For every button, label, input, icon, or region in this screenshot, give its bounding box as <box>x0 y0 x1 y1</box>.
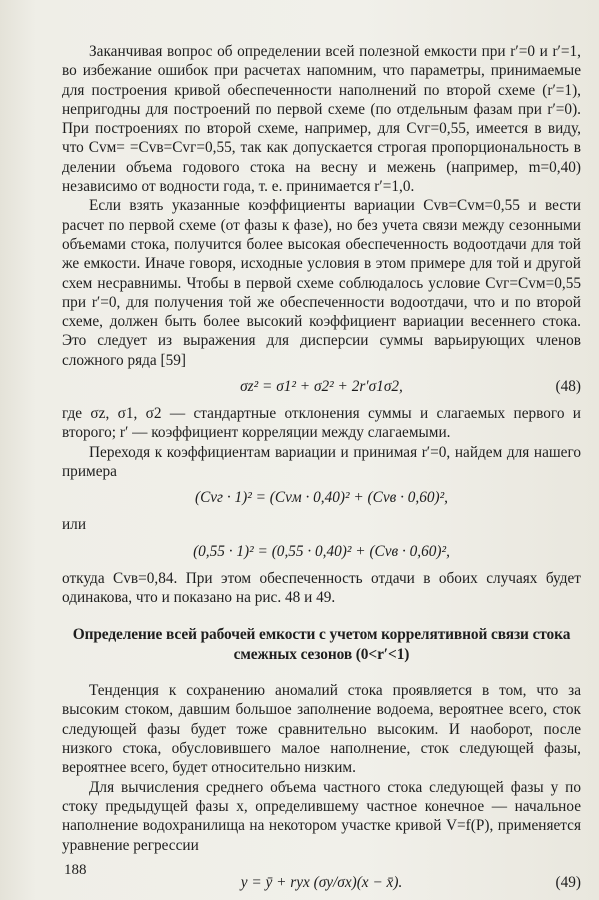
paragraph-2: Если взять указанные коэффициенты вариации Cvв=Cvм=0,55 и вести расчет по первой схеме (от фазы к фазе), но без учета связи между сезонными объемами стока, получится более высокая обеспеченность водоотдачи для той же емкости. Иначе говоря, исходные условия в этом примере для той и другой схем несравнимы. Чтобы в первой схеме соблюдалось условие Cvг=Cvм=0,55 при r′=0, для получения той же обеспеченности водоотдачи, что и по второй схеме, должен быть более высокий коэффициент вариации весеннего стока. Это следует из выражения для дисперсии суммы варьирующих членов сложного ряда [59] <box>62 197 581 369</box>
section-heading: Определение всей рабочей емкости с учетом коррелятивной связи стока смежных сезонов (0<r′<1) <box>72 626 571 664</box>
equation-b-formula: (0,55 · 1)² = (0,55 · 0,40)² + (Cvв · 0,60)², <box>193 542 450 560</box>
text-column <box>62 42 581 900</box>
paragraph-4: Переходя к коэффициентам вариации и принимая r′=0, найдем для нашего примера <box>62 443 581 480</box>
equation-b <box>62 538 581 566</box>
equation-49-formula: y = ȳ + ryx (σy/σx)(x − x̄). <box>240 873 403 891</box>
paragraph-5: откуда Cvв=0,84. При этом обеспеченность отдачи в обоих случаях будет одинакова, что и показано на рис. 48 и 49. <box>62 569 581 606</box>
paragraph-1: Заканчивая вопрос об определении всей полезной емкости при r′=0 и r′=1, во избежание ошибок при расчетах напомним, что параметры, принимаемые для построения кривой обеспеченности наполнений по второй схеме (r′=1), непригодны для построений по первой схеме (по отдельным фазам при r′=0). При построениях по второй схеме, например, для Cvг=0,55, имеется в виду, что Cvм= =Cvв=Cvг=0,55, так как допускается строгая пропорциональность в делении объема годового стока на весну и межень (например, m=0,40) независимо от водности года, т. е. принимается r′=1,0. <box>62 43 581 196</box>
equation-48-number: (48) <box>555 378 581 396</box>
equation-49 <box>62 869 581 897</box>
or-word: или <box>62 516 87 534</box>
equation-a-formula: (Cvг · 1)² = (Cvм · 0,40)² + (Cvв · 0,60)², <box>194 489 449 507</box>
paragraph-6: Тенденция к сохранению аномалий стока проявляется в том, что за высоким стоком, давшим большое заполнение водоема, вероятнее всего, сток следующей фазы будет тоже сравнительно высоким. И наоборот, после низкого стока, обусловившего малое наполнение, сток следующей фазы, вероятнее всего, будет относительно низким. <box>62 682 581 777</box>
paragraph-7: Для вычисления среднего объема частного стока следующей фазы y по стоку предыдущей фазы x, определившему частное конечное — начальное наполнение водохранилища на некотором участке кривой V=f(P), применяется уравнение регрессии <box>62 778 581 854</box>
equation-a <box>62 484 581 512</box>
page-number: 188 <box>64 862 87 878</box>
equation-48 <box>62 373 581 401</box>
equation-48-formula: σz² = σ1² + σ2² + 2r′σ1σ2, <box>240 378 403 396</box>
equation-49-number: (49) <box>555 873 581 891</box>
paragraph-3: где σz, σ1, σ2 — стандартные отклонения суммы и слагаемых первого и второго; r′ — коэффициент корреляции между слагаемыми. <box>62 405 581 442</box>
